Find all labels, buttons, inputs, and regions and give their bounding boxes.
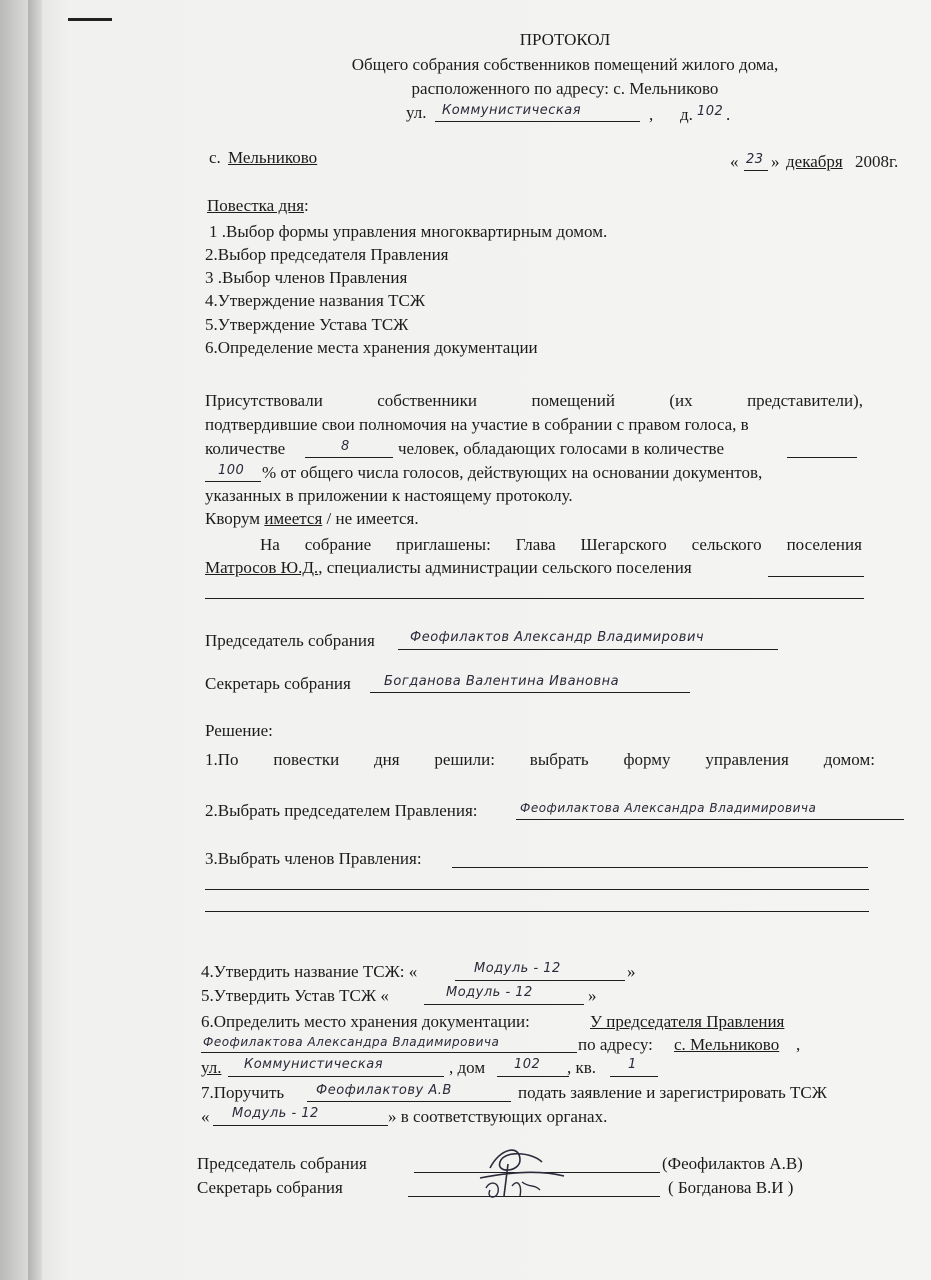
decision-7-name-underline — [213, 1125, 388, 1126]
invited-word: поселения — [786, 535, 862, 554]
decision-3-underline-2 — [205, 889, 869, 890]
decision-5-label: 5.Утвердить Устав ТСЖ « — [201, 986, 389, 1005]
agenda-title: Повестка дня — [207, 196, 305, 215]
decision-5-underline — [424, 1004, 584, 1005]
decision-1-word: выбрать — [529, 750, 589, 769]
invited-word: Шегарского — [580, 535, 667, 554]
signature-chair-label: Председатель собрания — [197, 1154, 367, 1173]
decision-4-label: 4.Утвердить название ТСЖ: « — [201, 962, 418, 981]
agenda-item-6: 6.Определение места хранения документации — [205, 338, 538, 357]
place-name: Мельниково — [228, 148, 318, 167]
decision-6-street-prefix: ул. — [201, 1058, 222, 1077]
decision-6-comma: , — [796, 1035, 801, 1054]
invited-rest: , специалисты администрации сельского поселения — [318, 558, 692, 577]
invited-word: собрание — [304, 535, 372, 554]
secretary-underline — [370, 692, 690, 693]
decision-7-name: Модуль - 12 — [232, 1106, 319, 1121]
agenda-item-3: 3 .Выбор членов Правления — [205, 268, 408, 287]
decision-3-underline-1 — [452, 867, 868, 868]
house-dot: . — [726, 105, 731, 124]
decision-1 — [205, 750, 875, 770]
decision-6-person-underline — [201, 1052, 577, 1053]
decision-6-street-underline — [228, 1076, 444, 1077]
decision-4-handwritten: Модуль - 12 — [474, 961, 561, 976]
agenda-item-5: 5.Утверждение Устава ТСЖ — [205, 315, 409, 334]
percent-underline — [205, 481, 261, 482]
decision-6-street: Коммунистическая — [244, 1057, 384, 1072]
attendance-line-5: указанных в приложении к настоящему протоколу. — [205, 486, 573, 505]
decision-6-house-underline — [497, 1076, 569, 1077]
decision-1-word: форму — [623, 750, 671, 769]
decision-6-person: Феофилактова Александра Владимировича — [203, 1035, 500, 1049]
decision-6-addr-prefix: по адресу: — [578, 1035, 653, 1054]
agenda-colon: : — [304, 196, 309, 215]
attendance-word: Присутствовали — [205, 391, 323, 410]
decision-1-word: решили: — [434, 750, 495, 769]
percent-suffix: % от общего числа голосов, действующих на основании документов, — [262, 463, 763, 482]
decision-6-house: 102 — [514, 1057, 541, 1072]
street-comma: , — [649, 105, 654, 124]
decision-title: Решение: — [205, 721, 273, 740]
agenda-item-4: 4.Утверждение названия ТСЖ — [205, 291, 426, 310]
invited-word: сельского — [691, 535, 762, 554]
decision-1-word: повестки — [273, 750, 340, 769]
document-title: ПРОТОКОЛ — [519, 30, 611, 49]
agenda-heading — [207, 196, 309, 216]
quorum-yes: имеется — [264, 509, 323, 528]
place-prefix: с. — [209, 148, 221, 167]
invited-underline-1 — [768, 576, 864, 577]
votes-underline — [787, 457, 857, 458]
decision-7-open: « — [201, 1107, 210, 1126]
invited-word: На — [260, 535, 280, 554]
house-prefix: д. — [680, 105, 693, 124]
decision-1-word: 1.По — [205, 750, 239, 769]
date-day: 23 — [746, 152, 764, 167]
handwritten-signature — [460, 1138, 580, 1208]
street-underline — [435, 121, 640, 122]
decision-2-label: 2.Выбрать председателем Правления: — [205, 801, 478, 820]
secretary-handwritten: Богданова Валентина Ивановна — [384, 674, 620, 689]
invited-line-2 — [205, 558, 692, 578]
decision-5-close: » — [588, 986, 597, 1005]
chair-label: Председатель собрания — [205, 631, 375, 650]
header-line-2: расположенного по адресу: с. Мельниково — [411, 79, 719, 98]
decision-1-word: домом: — [823, 750, 875, 769]
agenda-item-2: 2.Выбор председателя Правления — [205, 245, 449, 264]
decision-2-handwritten: Феофилактова Александра Владимировича — [520, 801, 817, 815]
decision-7-person: Феофилактову А.В — [316, 1083, 452, 1098]
decision-4-close: » — [627, 962, 636, 981]
percent-handwritten: 100 — [218, 463, 245, 478]
decision-6-house-prefix: , дом — [449, 1058, 486, 1077]
invited-word: Глава — [515, 535, 556, 554]
invited-underline-2 — [205, 598, 864, 599]
quorum-rest: / не имеется. — [322, 509, 419, 528]
agenda-item-1: 1 .Выбор формы управления многоквартирным домом. — [209, 222, 608, 241]
decision-3-label: 3.Выбрать членов Правления: — [205, 849, 422, 868]
attendance-line-2: подтвердившие свои полномочия на участие в собрании с правом голоса, в — [205, 415, 749, 434]
decision-5-handwritten: Модуль - 12 — [446, 985, 533, 1000]
decision-1-word: дня — [374, 750, 400, 769]
decision-7-prefix: 7.Поручить — [201, 1083, 285, 1102]
decision-1-word: управления — [705, 750, 789, 769]
date-year: 2008г. — [855, 152, 899, 171]
corner-mark — [68, 18, 112, 21]
decision-7-rest: подать заявление и зарегистрировать ТСЖ — [518, 1083, 827, 1102]
day-underline — [744, 170, 768, 171]
count-suffix: человек, обладающих голосами в количестве — [398, 439, 725, 458]
decision-7-close: » в соответствующих органах. — [388, 1107, 608, 1126]
count-handwritten: 8 — [341, 439, 350, 454]
date-open: « — [730, 152, 739, 171]
decision-6-flat-underline — [610, 1076, 658, 1077]
decision-6-place: У председателя Правления — [590, 1012, 785, 1031]
decision-3-underline-3 — [205, 911, 869, 912]
attendance-line-1 — [205, 391, 863, 411]
house-handwritten: 102 — [697, 104, 724, 119]
secretary-label: Секретарь собрания — [205, 674, 351, 693]
count-underline — [305, 457, 393, 458]
decision-4-underline — [455, 980, 625, 981]
chair-handwritten: Феофилактов Александр Владимирович — [410, 630, 705, 645]
invited-name: Матросов Ю.Д. — [205, 558, 319, 577]
street-handwritten: Коммунистическая — [442, 103, 582, 118]
signature-secretary-label: Секретарь собрания — [197, 1178, 343, 1197]
attendance-word: представители), — [747, 391, 863, 410]
attendance-word: помещений — [531, 391, 615, 410]
header-line-1: Общего собрания собственников помещений жилого дома, — [351, 55, 779, 74]
decision-6-village: с. Мельниково — [674, 1035, 780, 1054]
attendance-word: собственники — [377, 391, 478, 410]
decision-7-underline — [307, 1101, 511, 1102]
binding-shadow — [28, 0, 42, 1280]
invited-line-1 — [260, 535, 862, 555]
decision-2-underline — [516, 819, 904, 820]
quorum-prefix: Кворум — [205, 509, 261, 528]
decision-6-label: 6.Определить место хранения документации: — [201, 1012, 530, 1031]
date-month: декабря — [786, 152, 843, 171]
signature-secretary-name: ( Богданова В.И ) — [668, 1178, 794, 1197]
chair-underline — [398, 649, 778, 650]
signature-chair-name: (Феофилактов А.В) — [662, 1154, 803, 1173]
date-close: » — [771, 152, 780, 171]
count-prefix: количестве — [205, 439, 286, 458]
invited-word: приглашены: — [396, 535, 491, 554]
attendance-word: (их — [669, 391, 693, 410]
decision-6-flat-prefix: , кв. — [567, 1058, 597, 1077]
decision-6-flat: 1 — [628, 1057, 637, 1072]
quorum-line — [205, 509, 419, 529]
street-prefix: ул. — [406, 103, 427, 122]
